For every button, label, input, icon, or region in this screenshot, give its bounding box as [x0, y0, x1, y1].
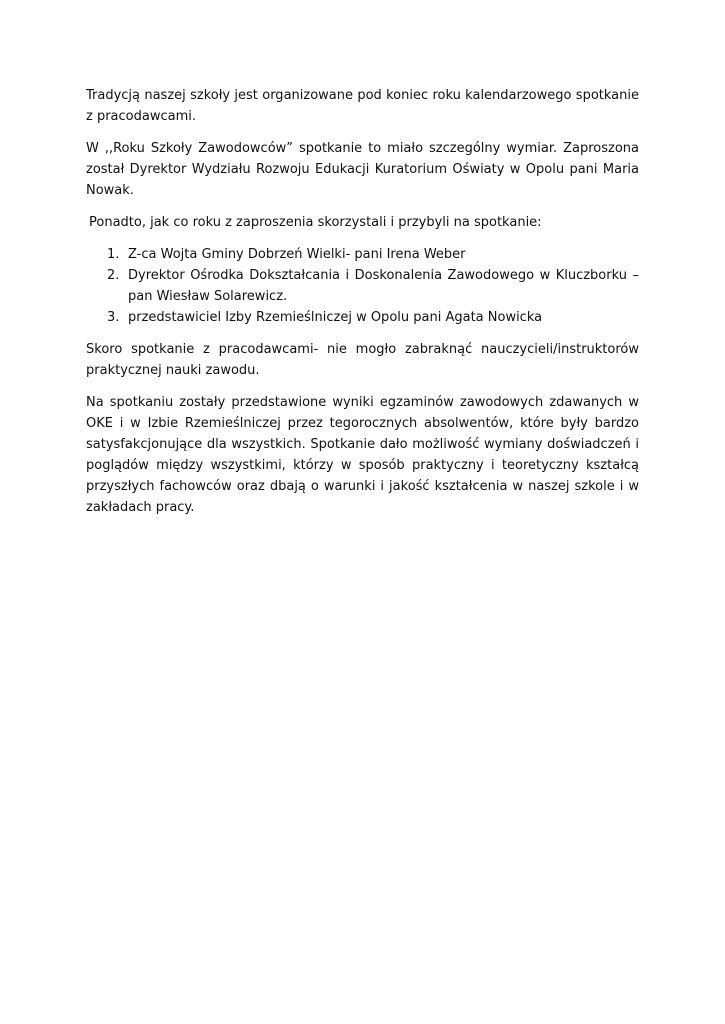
paragraph-instructors: Skoro spotkanie z pracodawcami- nie mogło zabraknąć nauczycieli/instruktorów praktycznej nauki zawodu. — [86, 342, 639, 378]
paragraph-exam-results: Na spotkaniu zostały przedstawione wyniki egzaminów zawodowych zdawanych w OKE i w Izbie Rzemieślniczej przez tegorocznych absolwentów, które były bardzo satysfakcjonujące dla wszystkich. Spotkanie dało możliwość wymiany doświadczeń i poglądów między wszystkimi, którzy w sposób praktyczny i teoretyczny kształcą przyszłych fachowców oraz dbają o warunki i jakość kształcenia w naszej szkole i w zakładach pracy. — [86, 395, 639, 515]
list-item-number: 3. — [107, 310, 120, 325]
paragraph-tradition: Tradycją naszej szkoły jest organizowane pod koniec roku kalendarzowego spotkanie z pracodawcami. — [86, 88, 639, 124]
document-page — [86, 85, 639, 529]
paragraph-attendees-intro: Ponadto, jak co roku z zaproszenia skorzystali i przybyli na spotkanie: — [89, 215, 542, 230]
paragraph-guest-director: W ,,Roku Szkoły Zawodowców” spotkanie to miało szczególny wymiar. Zaproszona został Dyrektor Wydziału Rozwoju Edukacji Kuratorium Oświaty w Opolu pani Maria Nowak. — [86, 141, 639, 198]
list-item-text: przedstawiciel Izby Rzemieślniczej w Opolu pani Agata Nowicka — [128, 310, 543, 325]
list-item — [86, 244, 639, 265]
list-item-number: 1. — [107, 247, 120, 262]
list-item-text: Dyrektor Ośrodka Dokształcania i Doskonalenia Zawodowego w Kluczborku –pan Wiesław Solarewicz. — [128, 268, 639, 304]
list-item-text: Z-ca Wojta Gminy Dobrzeń Wielki- pani Irena Weber — [128, 247, 466, 262]
list-item — [86, 307, 639, 328]
list-item-number: 2. — [107, 268, 120, 283]
attendees-list — [86, 244, 639, 328]
list-item — [86, 265, 639, 307]
